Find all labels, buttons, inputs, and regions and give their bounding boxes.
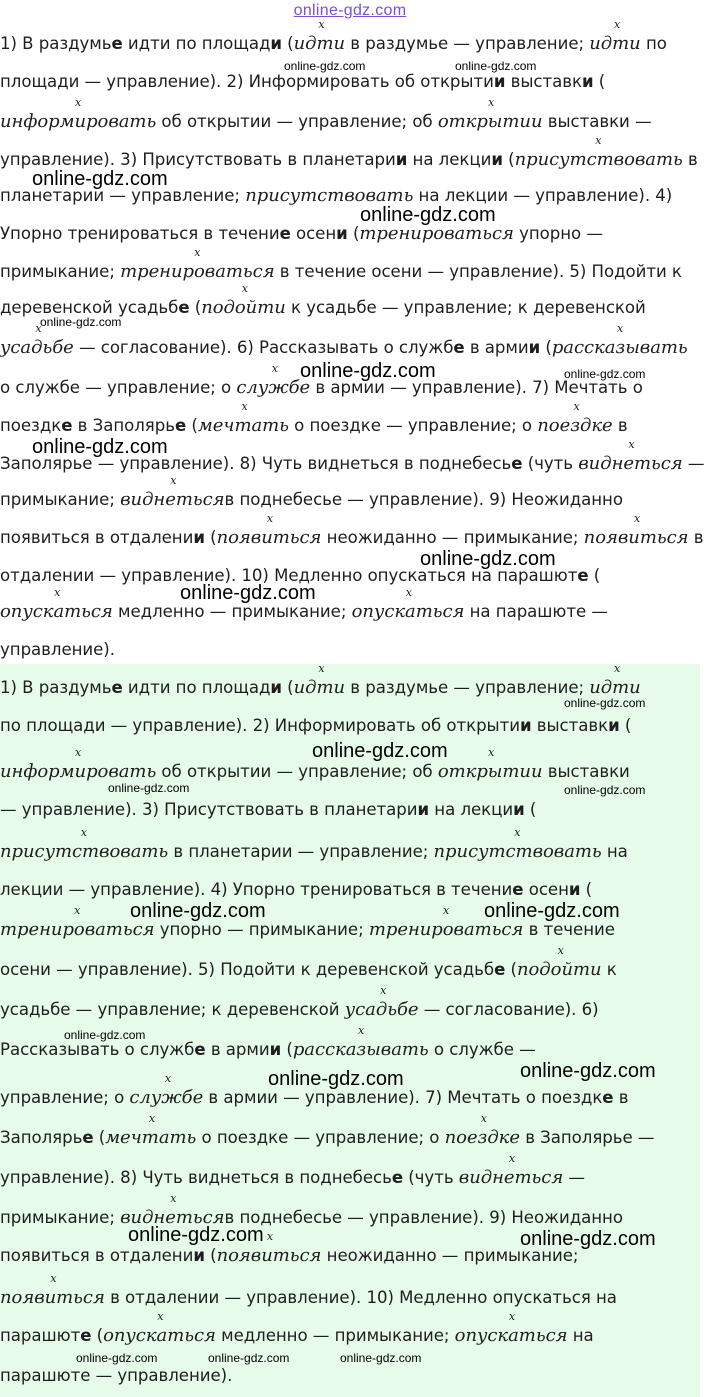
text-line: парашюте (опускаться x медленно — примыкание; опускаться x на	[0, 1326, 594, 1346]
text-line: появиться x в отдалении — управление). 10) Медленно опускаться на	[0, 1288, 617, 1308]
watermark: online-gdz.com	[340, 1351, 422, 1365]
text-line: информировать x об открытии — управление; об открытии x выставки	[0, 762, 630, 782]
text-line: Заполярье — управление). 8) Чуть виднеться в поднебесье (чуть виднеться x —	[0, 454, 704, 474]
text-line: отдалении — управление). 10) Медленно опускаться на парашюте (	[0, 566, 601, 585]
text-line: парашюте — управление).	[0, 1366, 233, 1385]
watermark: online-gdz.com	[312, 740, 448, 762]
watermark: online-gdz.com	[300, 360, 436, 382]
text-line: информировать x об открытии — управление; об открытии x выставки —	[0, 112, 652, 132]
text-line: по площади — управление). 2) Информировать об открытии выставки (	[0, 716, 632, 735]
watermark: online-gdz.com	[40, 315, 122, 329]
watermark: online-gdz.com	[208, 1351, 290, 1365]
text-line: появиться в отдалении (появиться x неожиданно — примыкание;	[0, 1246, 578, 1266]
watermark: online-gdz.com	[520, 1060, 656, 1082]
text-line: площади — управление). 2) Информировать об открытии выставки (	[0, 72, 606, 91]
text-line: 1) В раздумье идти по площади (идти x в раздумье — управление; идти x	[0, 678, 641, 698]
text-line: — управление). 3) Присутствовать в планетарии на лекции (	[0, 800, 537, 819]
text-line: появиться в отдалении (появиться x неожиданно — примыкание; появиться x в	[0, 528, 703, 548]
watermark: online-gdz.com	[76, 1351, 158, 1365]
watermark: online-gdz.com	[268, 1068, 404, 1090]
text-line: управление).	[0, 640, 115, 659]
watermark: online-gdz.com	[130, 900, 266, 922]
text-line: примыкание; тренироваться x в течение осени — управление). 5) Подойти к	[0, 262, 682, 282]
text-line: лекции — управление). 4) Упорно тренироваться в течение осени (	[0, 880, 593, 899]
text-line: деревенской усадьбе (подойти x к усадьбе — управление; к деревенской	[0, 298, 646, 318]
watermark: online-gdz.com	[284, 59, 366, 73]
watermark: online-gdz.com	[564, 696, 646, 710]
text-line: управление). 8) Чуть виднеться в поднебесье (чуть виднеться x —	[0, 1168, 585, 1188]
text-line: осени — управление). 5) Подойти к деревенской усадьбе (подойти x к	[0, 960, 617, 980]
text-line: Упорно тренироваться в течение осени (тренироваться упорно —	[0, 223, 603, 244]
watermark: online-gdz.com	[32, 436, 168, 458]
text-line: примыкание; виднеться xв поднебесье — управление). 9) Неожиданно	[0, 1208, 623, 1228]
answer-block-2	[0, 664, 700, 1397]
site-header[interactable]	[0, 0, 700, 26]
text-line: Рассказывать о службе в армии (рассказывать x о службе —	[0, 1040, 536, 1060]
text-line: усадьбе x — согласование). 6) Рассказывать о службе в армии (рассказывать x	[0, 338, 688, 358]
watermark: online-gdz.com	[420, 548, 556, 570]
watermark: online-gdz.com	[564, 367, 646, 381]
text-line: о службе — управление; о службе x в армии — управление). 7) Мечтать о	[0, 378, 643, 398]
text-line: 1) В раздумье идти по площади (идти x в раздумье — управление; идти x по	[0, 34, 667, 54]
site-link[interactable]: online-gdz.com	[293, 2, 407, 19]
text-line: тренироваться x упорно — примыкание; тренироваться x в течение	[0, 920, 615, 940]
watermark: online-gdz.com	[520, 1228, 656, 1250]
watermark: online-gdz.com	[108, 781, 190, 795]
watermark: online-gdz.com	[360, 204, 496, 226]
text-line: планетарии — управление; присутствовать на лекции — управление). 4)	[0, 185, 673, 206]
text-line: примыкание; виднеться xв поднебесье — управление). 9) Неожиданно	[0, 490, 623, 510]
text-line: усадьбе — управление; к деревенской усадьбе x — согласование). 6)	[0, 1000, 599, 1020]
watermark: online-gdz.com	[180, 582, 316, 604]
text-line: управление). 3) Присутствовать в планетарии на лекции (присутствовать x в	[0, 150, 698, 170]
text-line: опускаться x медленно — примыкание; опускаться x на парашюте —	[0, 602, 608, 622]
text-line: Заполярье (мечтать x о поездке — управление; о поездке x в Заполярье —	[0, 1128, 654, 1148]
text-line: присутствовать x в планетарии — управление; присутствовать x на	[0, 842, 628, 862]
watermark: online-gdz.com	[128, 1224, 264, 1246]
text-line: поездке в Заполярье (мечтать x о поездке — управление; о поездке x в	[0, 416, 628, 436]
text-line: управление; о службе x в армии — управление). 7) Мечтать о поездке в	[0, 1088, 628, 1108]
watermark: online-gdz.com	[64, 1028, 146, 1042]
watermark: online-gdz.com	[564, 783, 646, 797]
watermark: online-gdz.com	[455, 59, 537, 73]
watermark: online-gdz.com	[32, 168, 168, 190]
answer-block-1	[0, 26, 704, 664]
watermark: online-gdz.com	[484, 900, 620, 922]
